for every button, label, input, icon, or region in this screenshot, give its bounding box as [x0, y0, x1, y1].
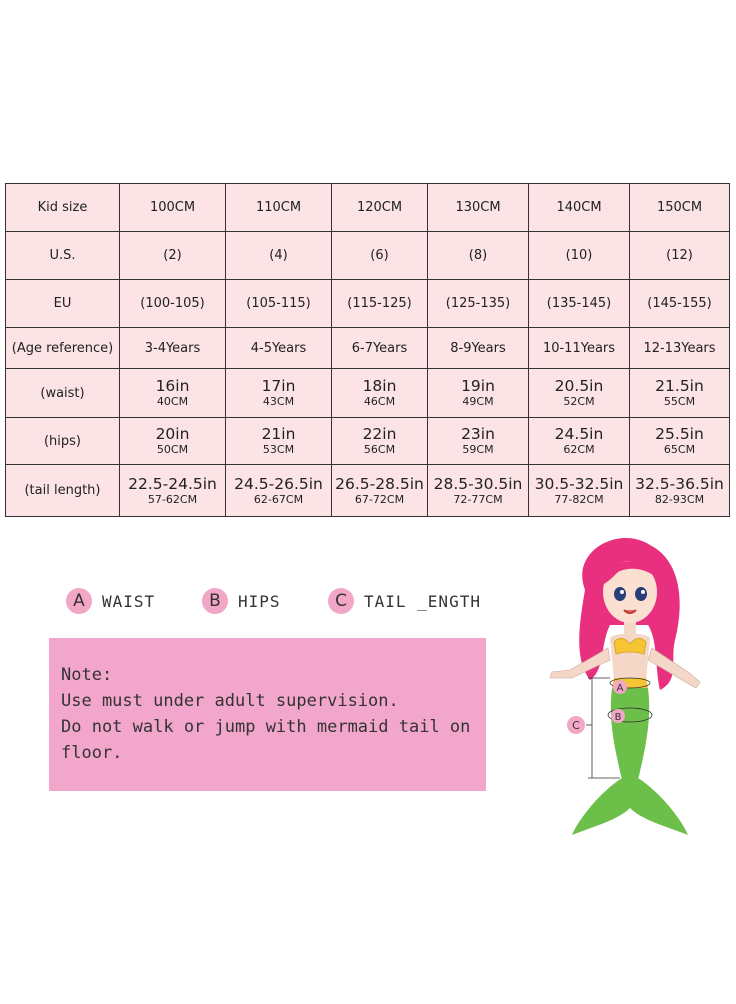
hips-inch: 24.5in	[554, 425, 604, 443]
hips-cm: 56CM	[363, 443, 396, 456]
legend-a-badge: A	[66, 588, 92, 614]
waist-cm: 49CM	[462, 395, 494, 408]
row-waist	[6, 369, 730, 418]
waist-inch: 16in	[155, 377, 190, 395]
hips-cell	[226, 418, 332, 465]
row-tail-length	[6, 465, 730, 517]
hips-cell	[529, 418, 630, 465]
waist-cm: 55CM	[663, 395, 696, 408]
waist-cm: 43CM	[262, 395, 295, 408]
age-cell: 12-13Years	[630, 328, 730, 369]
waist-cell	[428, 369, 529, 418]
mermaid-tail	[611, 688, 649, 780]
legend-waist-label: WAIST	[102, 591, 156, 611]
row-kid-size	[6, 184, 730, 232]
hips-inch: 25.5in	[655, 425, 704, 443]
mermaid-eye-shine	[620, 590, 624, 594]
hips-cell	[428, 418, 529, 465]
size-110: 110CM	[226, 184, 332, 232]
waist-inch: 17in	[261, 377, 296, 395]
legend-hips	[202, 586, 281, 616]
waist-cm: 46CM	[363, 395, 396, 408]
waist-cell	[529, 369, 630, 418]
hips-cell	[332, 418, 428, 465]
eu-cell: (135-145)	[529, 280, 630, 328]
age-cell: 6-7Years	[332, 328, 428, 369]
note-line-2: Do not walk or jump with mermaid tail on floor.	[61, 717, 471, 763]
waist-cell	[120, 369, 226, 418]
mermaid-eye	[635, 587, 647, 601]
tail-cm: 57-62CM	[147, 492, 198, 506]
mermaid-illustration	[530, 530, 730, 850]
size-100: 100CM	[120, 184, 226, 232]
tail-cell	[120, 465, 226, 517]
row-label-kid-size: Kid size	[6, 184, 120, 232]
mermaid-mouth	[624, 610, 636, 613]
hips-inch: 22in	[362, 425, 397, 443]
hips-inch: 23in	[461, 425, 495, 443]
row-age	[6, 328, 730, 369]
row-label-waist: (waist)	[6, 369, 120, 418]
legend-b-badge: B	[202, 588, 228, 614]
tail-cell	[428, 465, 529, 517]
hips-inch: 21in	[261, 425, 296, 443]
waist-inch: 18in	[362, 377, 397, 395]
figure-c-label: C	[572, 719, 580, 732]
us-cell: (4)	[226, 232, 332, 280]
mermaid-eye	[614, 587, 626, 601]
legend-hips-label: HIPS	[238, 591, 281, 611]
tail-cell	[226, 465, 332, 517]
age-cell: 8-9Years	[428, 328, 529, 369]
eu-cell: (115-125)	[332, 280, 428, 328]
hips-cm: 59CM	[462, 443, 494, 456]
size-120: 120CM	[332, 184, 428, 232]
size-150: 150CM	[630, 184, 730, 232]
age-cell: 10-11Years	[529, 328, 630, 369]
hips-cm: 62CM	[563, 443, 595, 456]
size-140: 140CM	[529, 184, 630, 232]
us-cell: (2)	[120, 232, 226, 280]
waist-inch: 19in	[461, 377, 495, 395]
row-label-eu: EU	[6, 280, 120, 328]
figure-a-label: A	[616, 683, 624, 694]
tail-inch: 24.5-26.5in	[234, 474, 323, 493]
mermaid-eye-shine	[641, 590, 645, 594]
us-cell: (6)	[332, 232, 428, 280]
us-cell: (12)	[630, 232, 730, 280]
eu-cell: (100-105)	[120, 280, 226, 328]
eu-cell: (145-155)	[630, 280, 730, 328]
tail-cm: 77-82CM	[554, 492, 604, 506]
hips-cm: 65CM	[663, 443, 696, 456]
tail-cell	[630, 465, 730, 517]
waist-inch: 21.5in	[655, 377, 704, 395]
legend-tail-length	[328, 586, 481, 616]
tail-inch: 22.5-24.5in	[128, 474, 217, 493]
note-title: Note:	[61, 665, 113, 685]
row-us	[6, 232, 730, 280]
waist-cm: 52CM	[563, 395, 595, 408]
tail-cm: 82-93CM	[654, 492, 705, 506]
tail-cm: 62-67CM	[253, 492, 304, 506]
row-label-age: (Age reference)	[6, 328, 120, 369]
row-eu	[6, 280, 730, 328]
age-cell: 4-5Years	[226, 328, 332, 369]
waist-inch: 20.5in	[554, 377, 604, 395]
tail-cell	[529, 465, 630, 517]
note-box	[49, 638, 486, 791]
row-label-us: U.S.	[6, 232, 120, 280]
eu-cell: (105-115)	[226, 280, 332, 328]
hips-cm: 53CM	[262, 443, 295, 456]
row-label-hips: (hips)	[6, 418, 120, 465]
hips-cell	[630, 418, 730, 465]
waist-cell	[226, 369, 332, 418]
tail-inch: 30.5-32.5in	[534, 474, 624, 493]
size-chart-table	[5, 183, 730, 517]
eu-cell: (125-135)	[428, 280, 529, 328]
legend-waist	[66, 586, 155, 616]
legend-c-badge: C	[328, 588, 354, 614]
tail-cm: 72-77CM	[453, 492, 503, 506]
us-cell: (8)	[428, 232, 529, 280]
hips-cell	[120, 418, 226, 465]
age-cell: 3-4Years	[120, 328, 226, 369]
tail-inch: 32.5-36.5in	[635, 474, 724, 493]
waist-cm: 40CM	[156, 395, 189, 408]
tail-cell	[332, 465, 428, 517]
row-hips	[6, 418, 730, 465]
size-130: 130CM	[428, 184, 529, 232]
waist-cell	[332, 369, 428, 418]
note-line-1: Use must under adult supervision.	[61, 691, 399, 711]
waist-cell	[630, 369, 730, 418]
tail-inch: 28.5-30.5in	[433, 474, 523, 493]
hips-cm: 50CM	[156, 443, 189, 456]
tail-cm: 67-72CM	[354, 492, 405, 506]
hips-inch: 20in	[155, 425, 190, 443]
legend-tail-length-label: TAIL _ENGTH	[364, 591, 481, 611]
us-cell: (10)	[529, 232, 630, 280]
row-label-tail-length: (tail length)	[6, 465, 120, 517]
mermaid-fin	[572, 778, 688, 835]
tail-inch: 26.5-28.5in	[335, 474, 424, 493]
figure-b-label: B	[614, 712, 622, 723]
mermaid-right-arm	[648, 648, 700, 688]
